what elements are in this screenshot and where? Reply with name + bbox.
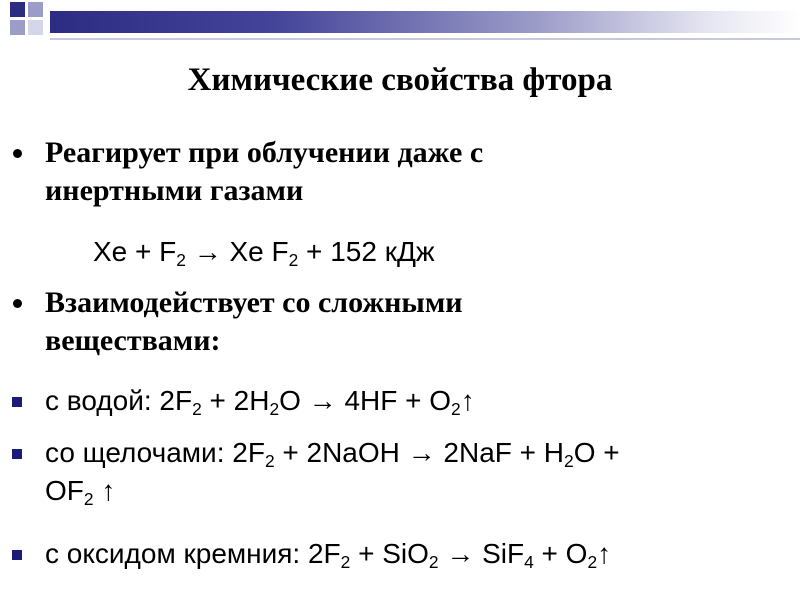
square-bullet-icon [12, 449, 22, 459]
square-bullet-icon [12, 397, 22, 407]
bullet-line: $OF_2$ ↑ [45, 475, 116, 509]
bullet-item: с оксидом кремния: $2F_2 + SiO_2 \to SiF_4$ + $O_2↑$ [45, 535, 770, 573]
bullet-line: веществами: [45, 324, 221, 357]
equation-line: $Xe + F_2 \to Xe$ $F_2 + 152$ кДж [93, 236, 435, 270]
round-bullet-icon [13, 149, 22, 158]
bullet-line: инертными газами [45, 174, 304, 207]
bullet-line: со щелочами: $2F_2$ + 2NaOH → $2NaF + H_2O$ + [45, 437, 620, 471]
square-bullet-icon [12, 550, 22, 560]
slide-title: Химические свойства фтора [187, 62, 613, 98]
bullet-line: Взаимодействует со сложными [45, 286, 463, 319]
bullet-item [45, 134, 770, 210]
bullet-line: Реагирует при облучении даже с [45, 136, 484, 169]
bullet-item: с водой: $2F_2 + 2H_2O \to 4HF$ + $O_2↑$ [45, 382, 770, 420]
round-bullet-icon [13, 299, 22, 308]
bullet-item [45, 284, 770, 360]
bullet-item [45, 434, 770, 510]
